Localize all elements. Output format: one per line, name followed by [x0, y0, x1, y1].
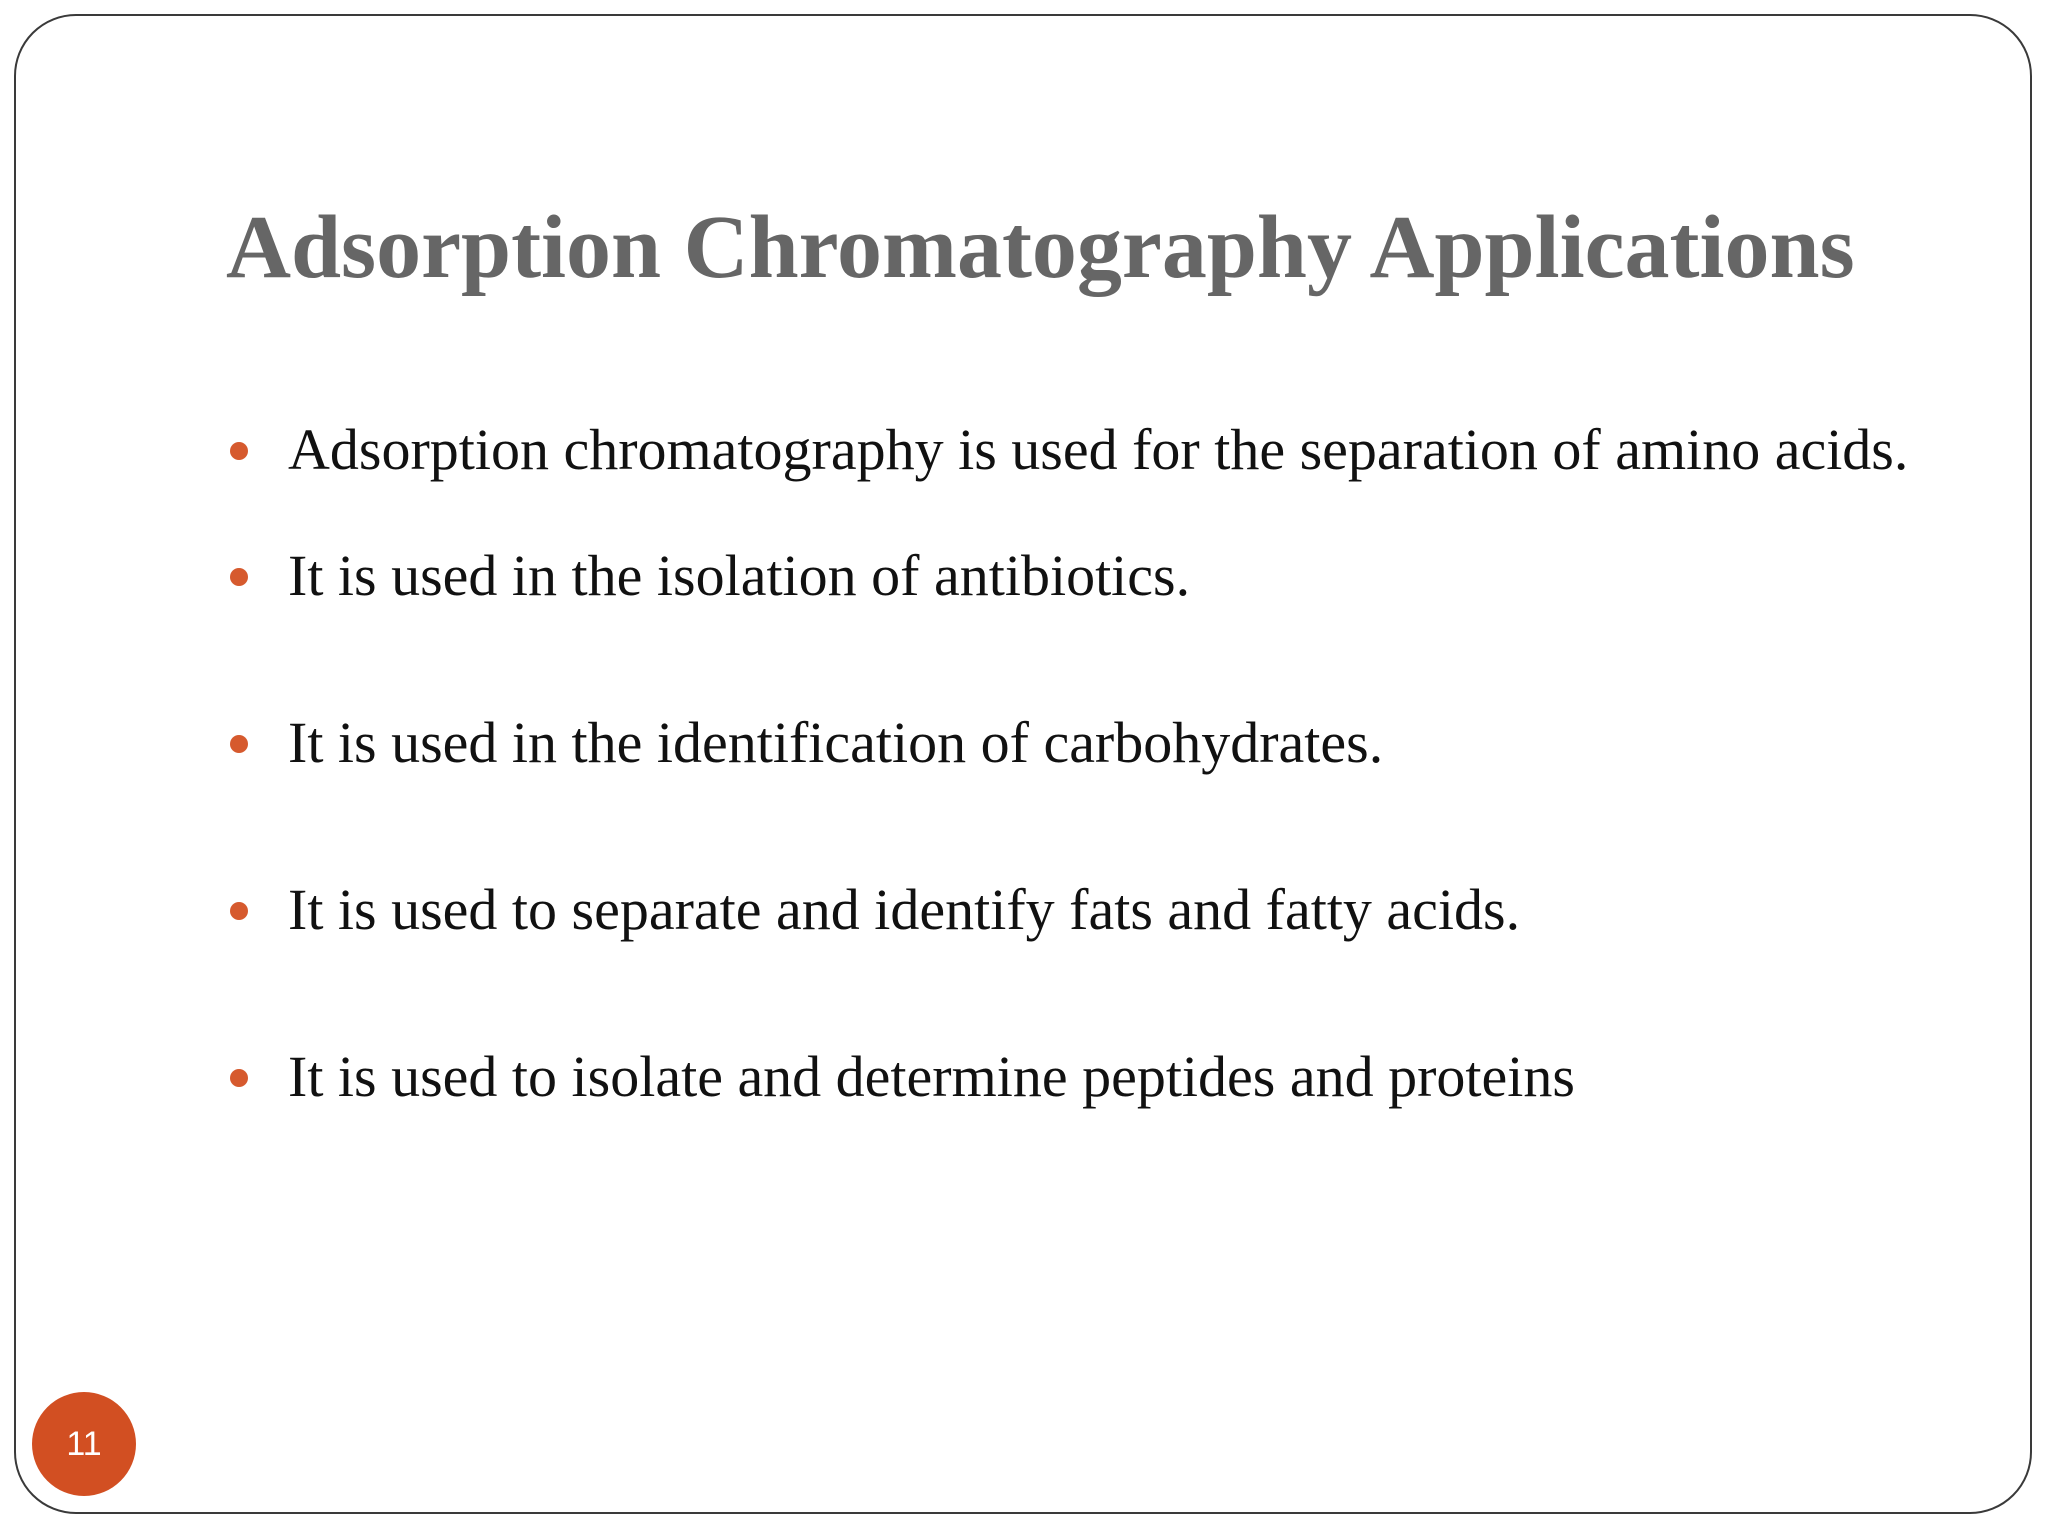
- bullet-dot-icon: [230, 902, 248, 920]
- bullet-text: Adsorption chromatography is used for the separation of amino acids.: [288, 417, 1909, 482]
- bullet-item: [226, 708, 1926, 778]
- bullet-dot-icon: [230, 1069, 248, 1087]
- bullet-item: [226, 541, 1926, 611]
- bullet-item: [226, 1042, 1926, 1112]
- bullet-item: [226, 375, 1926, 525]
- slide-title: Adsorption Chromatography Applications: [226, 198, 1855, 297]
- bullet-dot-icon: [230, 568, 248, 586]
- bullet-list: [226, 375, 1926, 1209]
- page-number-badge: 11: [32, 1392, 136, 1496]
- bullet-text: It is used to isolate and determine peptides and proteins: [288, 1044, 1575, 1109]
- bullet-text: It is used in the identification of carbohydrates.: [288, 710, 1384, 775]
- bullet-dot-icon: [230, 442, 248, 460]
- bullet-item: [226, 875, 1926, 945]
- bullet-text: It is used in the isolation of antibiotics.: [288, 543, 1191, 608]
- bullet-text: It is used to separate and identify fats and fatty acids.: [288, 877, 1521, 942]
- bullet-dot-icon: [230, 735, 248, 753]
